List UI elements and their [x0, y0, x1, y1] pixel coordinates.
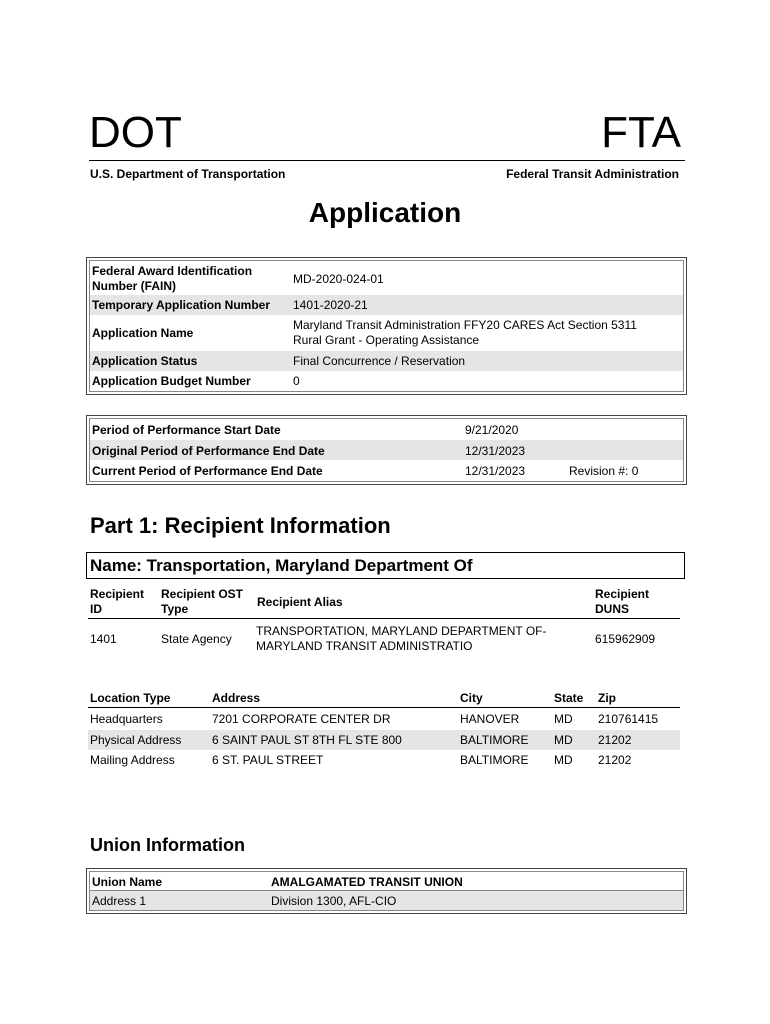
union-name-value: AMALGAMATED TRANSIT UNION: [271, 875, 463, 889]
part1-heading: Part 1: Recipient Information: [90, 513, 391, 538]
zip-cell: 210761415: [598, 712, 659, 726]
state-cell: MD: [554, 753, 573, 767]
fain-label-1: Federal Award Identification: [92, 264, 253, 278]
zip-cell: 21202: [598, 733, 632, 747]
union-address-label: Address 1: [92, 894, 147, 908]
city-cell: HANOVER: [460, 712, 520, 726]
application-name-label: Application Name: [92, 326, 194, 340]
table-row: [88, 730, 680, 750]
address-cell: 7201 CORPORATE CENTER DR: [212, 712, 391, 726]
location-type-cell: Mailing Address: [90, 753, 175, 767]
union-info-table: [86, 868, 687, 914]
alias-value-2: MARYLAND TRANSIT ADMINISTRATIO: [256, 639, 473, 653]
union-heading: Union Information: [90, 835, 245, 855]
ost-type-header-2: Type: [161, 602, 189, 616]
start-date-row: [90, 419, 683, 440]
temp-app-number-label: Temporary Application Number: [92, 298, 271, 312]
address-cell: 6 SAINT PAUL ST 8TH FL STE 800: [212, 733, 402, 747]
recipient-header-rule: [88, 618, 680, 619]
union-name-label: Union Name: [92, 875, 163, 889]
current-end-date-value: 12/31/2023: [465, 464, 526, 478]
location-type-header: Location Type: [90, 691, 171, 705]
alias-value-1: TRANSPORTATION, MARYLAND DEPARTMENT OF-: [256, 624, 547, 638]
fain-label-2: Number (FAIN): [92, 279, 176, 293]
temp-app-number-row: [90, 295, 683, 315]
start-date-label: Period of Performance Start Date: [92, 423, 281, 437]
table-row: [88, 709, 680, 729]
state-header: State: [554, 691, 584, 705]
state-cell: MD: [554, 733, 573, 747]
address-cell: 6 ST. PAUL STREET: [212, 753, 324, 767]
dept-subtitle: U.S. Department of Transportation: [90, 167, 286, 181]
application-name-row: [90, 315, 683, 351]
application-name-value-1: Maryland Transit Administration FFY20 CARES Act Section 5311: [293, 318, 637, 332]
alias-header: Recipient Alias: [257, 595, 343, 609]
budget-number-row: [90, 371, 683, 391]
recipient-id-header-1: Recipient: [90, 587, 145, 601]
ost-type-header-1: Recipient OST: [161, 587, 244, 601]
original-end-date-row: [90, 440, 683, 460]
recipient-name-box: Name: Transportation, Maryland Department Of: [86, 552, 685, 579]
union-address-row: [90, 891, 683, 910]
application-status-value: Final Concurrence / Reservation: [293, 354, 466, 368]
union-name-row: [90, 872, 683, 890]
current-end-date-label: Current Period of Performance End Date: [92, 464, 323, 478]
original-end-date-label: Original Period of Performance End Date: [92, 444, 325, 458]
budget-number-label: Application Budget Number: [92, 374, 251, 388]
duns-value: 615962909: [595, 632, 656, 646]
zip-cell: 21202: [598, 753, 632, 767]
zip-header: Zip: [598, 691, 616, 705]
city-cell: BALTIMORE: [460, 753, 529, 767]
duns-header-2: DUNS: [595, 602, 630, 616]
original-end-date-value: 12/31/2023: [465, 444, 526, 458]
recipient-id-header-2: ID: [90, 602, 102, 616]
recipient-id-value: 1401: [90, 632, 117, 646]
state-cell: MD: [554, 712, 573, 726]
application-info-table: [86, 257, 687, 395]
address-header: Address: [212, 691, 261, 705]
page-title: Application: [308, 197, 462, 228]
location-type-cell: Headquarters: [90, 712, 163, 726]
dot-logo-text: DOT: [89, 108, 182, 157]
application-status-row: [90, 351, 683, 371]
city-header: City: [460, 691, 483, 705]
budget-number-value: 0: [293, 374, 300, 388]
fta-logo-text: FTA: [601, 108, 681, 157]
fain-value: MD-2020-024-01: [293, 272, 384, 286]
temp-app-number-value: 1401-2020-21: [293, 298, 368, 312]
location-type-cell: Physical Address: [90, 733, 182, 747]
union-address-value: Division 1300, AFL-CIO: [271, 894, 397, 908]
locations-header-rule: [88, 707, 680, 708]
city-cell: BALTIMORE: [460, 733, 529, 747]
current-end-date-row: [90, 460, 683, 480]
header-divider: [89, 160, 685, 161]
revision-number: Revision #: 0: [569, 464, 639, 478]
table-row: [88, 750, 680, 770]
agency-subtitle: Federal Transit Administration: [506, 167, 679, 181]
application-status-label: Application Status: [92, 354, 198, 368]
duns-header-1: Recipient: [595, 587, 650, 601]
period-of-performance-table: [86, 415, 687, 485]
start-date-value: 9/21/2020: [465, 423, 519, 437]
application-name-value-2: Rural Grant - Operating Assistance: [293, 333, 480, 347]
fain-row: [90, 261, 683, 295]
ost-type-value: State Agency: [161, 632, 232, 646]
